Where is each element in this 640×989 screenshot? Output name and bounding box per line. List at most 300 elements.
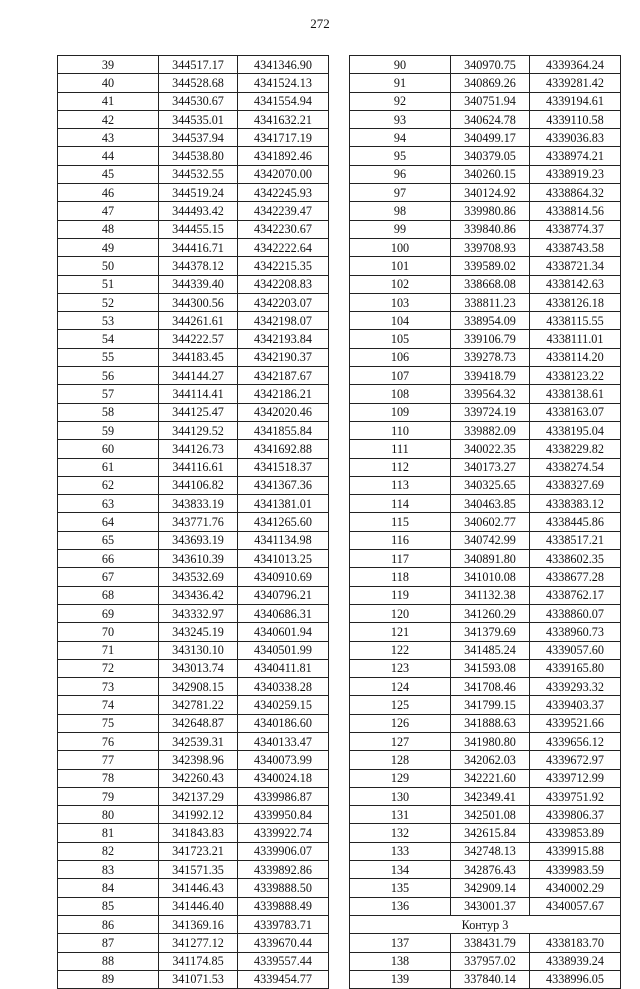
table-row [58,678,329,696]
y-coordinate: 4339036.83 [530,129,621,147]
table-row [350,147,621,165]
x-coordinate: 337840.14 [451,970,530,988]
table-row [58,385,329,403]
point-number: 57 [58,385,159,403]
point-number: 58 [58,403,159,421]
x-coordinate: 342781.22 [159,696,238,714]
x-coordinate: 344126.73 [159,440,238,458]
x-coordinate: 343532.69 [159,568,238,586]
x-coordinate: 344493.42 [159,202,238,220]
table-row [350,714,621,732]
point-number: 67 [58,568,159,586]
point-number: 66 [58,550,159,568]
y-coordinate: 4341892.46 [238,147,329,165]
x-coordinate: 344378.12 [159,257,238,275]
point-number: 131 [350,806,451,824]
y-coordinate: 4342239.47 [238,202,329,220]
point-number: 73 [58,678,159,696]
y-coordinate: 4339454.77 [238,970,329,988]
x-coordinate: 342062.03 [451,751,530,769]
y-coordinate: 4339751.92 [530,787,621,805]
x-coordinate: 343130.10 [159,641,238,659]
point-number: 95 [350,147,451,165]
y-coordinate: 4339986.87 [238,787,329,805]
table-row [350,348,621,366]
table-row [58,550,329,568]
table-row [58,110,329,128]
table-row [350,604,621,622]
y-coordinate: 4339364.24 [530,56,621,74]
table-row [350,202,621,220]
x-coordinate: 339564.32 [451,385,530,403]
point-number: 75 [58,714,159,732]
y-coordinate: 4342187.67 [238,367,329,385]
point-number: 46 [58,184,159,202]
table-row [58,458,329,476]
point-number: 111 [350,440,451,458]
point-number: 97 [350,184,451,202]
y-coordinate: 4342208.83 [238,275,329,293]
y-coordinate: 4342193.84 [238,330,329,348]
point-number: 103 [350,293,451,311]
table-row [58,184,329,202]
x-coordinate: 339980.86 [451,202,530,220]
point-number: 45 [58,165,159,183]
table-row [58,970,329,988]
table-row [350,623,621,641]
table-row [350,129,621,147]
point-number: 79 [58,787,159,805]
y-coordinate: 4342230.67 [238,220,329,238]
table-row [58,659,329,677]
table-row [350,696,621,714]
table-row [58,586,329,604]
x-coordinate: 342349.41 [451,787,530,805]
y-coordinate: 4340601.94 [238,623,329,641]
point-number: 99 [350,220,451,238]
coordinates-table-left [57,55,329,989]
point-number: 94 [350,129,451,147]
x-coordinate: 341799.15 [451,696,530,714]
point-number: 43 [58,129,159,147]
x-coordinate: 344183.45 [159,348,238,366]
point-number: 109 [350,403,451,421]
x-coordinate: 337957.02 [451,952,530,970]
x-coordinate: 344537.94 [159,129,238,147]
y-coordinate: 4340133.47 [238,732,329,750]
x-coordinate: 344129.52 [159,421,238,439]
x-coordinate: 339882.09 [451,421,530,439]
x-coordinate: 341174.85 [159,952,238,970]
y-coordinate: 4342070.00 [238,165,329,183]
y-coordinate: 4338864.32 [530,184,621,202]
point-number: 49 [58,238,159,256]
x-coordinate: 340379.05 [451,147,530,165]
table-row [350,824,621,842]
x-coordinate: 341723.21 [159,842,238,860]
x-coordinate: 342909.14 [451,879,530,897]
point-number: 138 [350,952,451,970]
y-coordinate: 4338774.37 [530,220,621,238]
x-coordinate: 344532.55 [159,165,238,183]
y-coordinate: 4338677.28 [530,568,621,586]
point-number: 63 [58,495,159,513]
y-coordinate: 4339888.50 [238,879,329,897]
point-number: 53 [58,312,159,330]
x-coordinate: 338431.79 [451,934,530,952]
table-row [350,440,621,458]
x-coordinate: 339278.73 [451,348,530,366]
point-number: 86 [58,915,159,933]
x-coordinate: 344300.56 [159,293,238,311]
x-coordinate: 342648.87 [159,714,238,732]
table-row [58,403,329,421]
point-number: 124 [350,678,451,696]
table-row [58,824,329,842]
y-coordinate: 4342020.46 [238,403,329,421]
y-coordinate: 4338602.35 [530,550,621,568]
y-coordinate: 4340501.99 [238,641,329,659]
y-coordinate: 4340796.21 [238,586,329,604]
point-number: 100 [350,238,451,256]
table-row [58,220,329,238]
x-coordinate: 342908.15 [159,678,238,696]
y-coordinate: 4339521.66 [530,714,621,732]
y-coordinate: 4342215.35 [238,257,329,275]
point-number: 82 [58,842,159,860]
y-coordinate: 4338229.82 [530,440,621,458]
table-row [350,806,621,824]
x-coordinate: 340891.80 [451,550,530,568]
x-coordinate: 342221.60 [451,769,530,787]
point-number: 52 [58,293,159,311]
y-coordinate: 4341367.36 [238,476,329,494]
table-row [58,861,329,879]
y-coordinate: 4339557.44 [238,952,329,970]
table-row [58,952,329,970]
x-coordinate: 344222.57 [159,330,238,348]
x-coordinate: 343833.19 [159,495,238,513]
y-coordinate: 4341554.94 [238,92,329,110]
table-row [350,367,621,385]
x-coordinate: 340742.99 [451,531,530,549]
table-row [58,275,329,293]
x-coordinate: 344517.17 [159,56,238,74]
y-coordinate: 4340686.31 [238,604,329,622]
x-coordinate: 341593.08 [451,659,530,677]
y-coordinate: 4340259.15 [238,696,329,714]
y-coordinate: 4339293.32 [530,678,621,696]
table-row [350,330,621,348]
y-coordinate: 4339712.99 [530,769,621,787]
x-coordinate: 339708.93 [451,238,530,256]
point-number: 68 [58,586,159,604]
y-coordinate: 4338860.07 [530,604,621,622]
x-coordinate: 343332.97 [159,604,238,622]
point-number: 107 [350,367,451,385]
point-number: 39 [58,56,159,74]
table-row [350,769,621,787]
table-row [350,897,621,915]
x-coordinate: 344535.01 [159,110,238,128]
y-coordinate: 4342245.93 [238,184,329,202]
x-coordinate: 344530.67 [159,92,238,110]
point-number: 117 [350,550,451,568]
y-coordinate: 4338762.17 [530,586,621,604]
x-coordinate: 340463.85 [451,495,530,513]
x-coordinate: 344114.41 [159,385,238,403]
table-row [350,568,621,586]
table-row [350,275,621,293]
x-coordinate: 340124.92 [451,184,530,202]
x-coordinate: 341992.12 [159,806,238,824]
y-coordinate: 4339922.74 [238,824,329,842]
point-number: 62 [58,476,159,494]
table-row [58,74,329,92]
point-number: 122 [350,641,451,659]
x-coordinate: 341446.43 [159,879,238,897]
point-number: 120 [350,604,451,622]
x-coordinate: 341071.53 [159,970,238,988]
table-row [350,385,621,403]
table-row [58,202,329,220]
y-coordinate: 4341692.88 [238,440,329,458]
x-coordinate: 344125.47 [159,403,238,421]
point-number: 98 [350,202,451,220]
table-row [58,769,329,787]
x-coordinate: 340325.65 [451,476,530,494]
point-number: 42 [58,110,159,128]
x-coordinate: 344261.61 [159,312,238,330]
point-number: 69 [58,604,159,622]
table-row [350,220,621,238]
x-coordinate: 342748.13 [451,842,530,860]
table-row [58,348,329,366]
point-number: 78 [58,769,159,787]
y-coordinate: 4338138.61 [530,385,621,403]
table-row [58,915,329,933]
table-row [58,879,329,897]
table-row [58,257,329,275]
point-number: 55 [58,348,159,366]
x-coordinate: 341379.69 [451,623,530,641]
y-coordinate: 4340338.28 [238,678,329,696]
y-coordinate: 4341134.98 [238,531,329,549]
y-coordinate: 4339656.12 [530,732,621,750]
y-coordinate: 4338114.20 [530,348,621,366]
x-coordinate: 340869.26 [451,74,530,92]
table-row [350,110,621,128]
point-number: 60 [58,440,159,458]
table-row [350,56,621,74]
point-number: 123 [350,659,451,677]
point-number: 61 [58,458,159,476]
x-coordinate: 339418.79 [451,367,530,385]
point-number: 74 [58,696,159,714]
x-coordinate: 340602.77 [451,513,530,531]
point-number: 126 [350,714,451,732]
point-number: 85 [58,897,159,915]
point-number: 41 [58,92,159,110]
coordinates-table-right [349,55,621,989]
table-row [58,696,329,714]
table-row [350,92,621,110]
x-coordinate: 341260.29 [451,604,530,622]
point-number: 110 [350,421,451,439]
y-coordinate: 4342190.37 [238,348,329,366]
point-number: 83 [58,861,159,879]
table-row [350,238,621,256]
y-coordinate: 4341632.21 [238,110,329,128]
point-number: 92 [350,92,451,110]
point-number: 65 [58,531,159,549]
table-row [350,842,621,860]
x-coordinate: 341888.63 [451,714,530,732]
x-coordinate: 339724.19 [451,403,530,421]
point-number: 84 [58,879,159,897]
x-coordinate: 344519.24 [159,184,238,202]
point-number: 135 [350,879,451,897]
x-coordinate: 344416.71 [159,238,238,256]
x-coordinate: 344528.68 [159,74,238,92]
table-row [58,312,329,330]
y-coordinate: 4338383.12 [530,495,621,513]
y-coordinate: 4341855.84 [238,421,329,439]
x-coordinate: 341369.16 [159,915,238,933]
table-row [350,74,621,92]
point-number: 90 [350,56,451,74]
y-coordinate: 4338142.63 [530,275,621,293]
table-row [350,659,621,677]
point-number: 102 [350,275,451,293]
table-row [58,732,329,750]
x-coordinate: 342501.08 [451,806,530,824]
y-coordinate: 4339110.58 [530,110,621,128]
point-number: 76 [58,732,159,750]
y-coordinate: 4341013.25 [238,550,329,568]
point-number: 56 [58,367,159,385]
y-coordinate: 4340002.29 [530,879,621,897]
y-coordinate: 4339281.42 [530,74,621,92]
point-number: 105 [350,330,451,348]
table-row [350,787,621,805]
y-coordinate: 4341518.37 [238,458,329,476]
point-number: 91 [350,74,451,92]
y-coordinate: 4341381.01 [238,495,329,513]
point-number: 70 [58,623,159,641]
table-row [350,165,621,183]
table-row [58,806,329,824]
x-coordinate: 341485.24 [451,641,530,659]
x-coordinate: 341708.46 [451,678,530,696]
y-coordinate: 4338274.54 [530,458,621,476]
point-number: 93 [350,110,451,128]
table-row [350,184,621,202]
point-number: 115 [350,513,451,531]
point-number: 89 [58,970,159,988]
x-coordinate: 344455.15 [159,220,238,238]
table-row [350,678,621,696]
point-number: 116 [350,531,451,549]
y-coordinate: 4339165.80 [530,659,621,677]
y-coordinate: 4339403.37 [530,696,621,714]
x-coordinate: 338668.08 [451,275,530,293]
point-number: 72 [58,659,159,677]
x-coordinate: 343436.42 [159,586,238,604]
point-number: 130 [350,787,451,805]
point-number: 136 [350,897,451,915]
point-number: 87 [58,934,159,952]
point-number: 114 [350,495,451,513]
y-coordinate: 4339672.97 [530,751,621,769]
point-number: 137 [350,934,451,952]
x-coordinate: 340970.75 [451,56,530,74]
table-row [58,934,329,952]
y-coordinate: 4338183.70 [530,934,621,952]
table-row [350,403,621,421]
y-coordinate: 4338517.21 [530,531,621,549]
y-coordinate: 4338111.01 [530,330,621,348]
page-number: 272 [310,16,330,31]
x-coordinate: 341132.38 [451,586,530,604]
y-coordinate: 4338195.04 [530,421,621,439]
x-coordinate: 340624.78 [451,110,530,128]
y-coordinate: 4338115.55 [530,312,621,330]
y-coordinate: 4342198.07 [238,312,329,330]
table-row [350,586,621,604]
x-coordinate: 340260.15 [451,165,530,183]
table-row [58,513,329,531]
y-coordinate: 4338743.58 [530,238,621,256]
table-row [350,751,621,769]
x-coordinate: 340022.35 [451,440,530,458]
point-number: 81 [58,824,159,842]
y-coordinate: 4340073.99 [238,751,329,769]
table-row [350,312,621,330]
y-coordinate: 4340057.67 [530,897,621,915]
table-row [58,641,329,659]
x-coordinate: 341010.08 [451,568,530,586]
point-number: 77 [58,751,159,769]
point-number: 64 [58,513,159,531]
table-row [58,330,329,348]
table-row [350,293,621,311]
point-number: 127 [350,732,451,750]
x-coordinate: 340751.94 [451,92,530,110]
y-coordinate: 4338960.73 [530,623,621,641]
x-coordinate: 339106.79 [451,330,530,348]
y-coordinate: 4339670.44 [238,934,329,952]
table-row [350,531,621,549]
y-coordinate: 4341265.60 [238,513,329,531]
x-coordinate: 344339.40 [159,275,238,293]
table-row [350,550,621,568]
table-row [58,842,329,860]
point-number: 71 [58,641,159,659]
point-number: 47 [58,202,159,220]
table-row [58,531,329,549]
point-number: 88 [58,952,159,970]
point-number: 104 [350,312,451,330]
x-coordinate: 342260.43 [159,769,238,787]
table-row [58,238,329,256]
y-coordinate: 4339983.59 [530,861,621,879]
point-number: 108 [350,385,451,403]
table-row [58,751,329,769]
y-coordinate: 4338126.18 [530,293,621,311]
y-coordinate: 4338163.07 [530,403,621,421]
y-coordinate: 4338327.69 [530,476,621,494]
